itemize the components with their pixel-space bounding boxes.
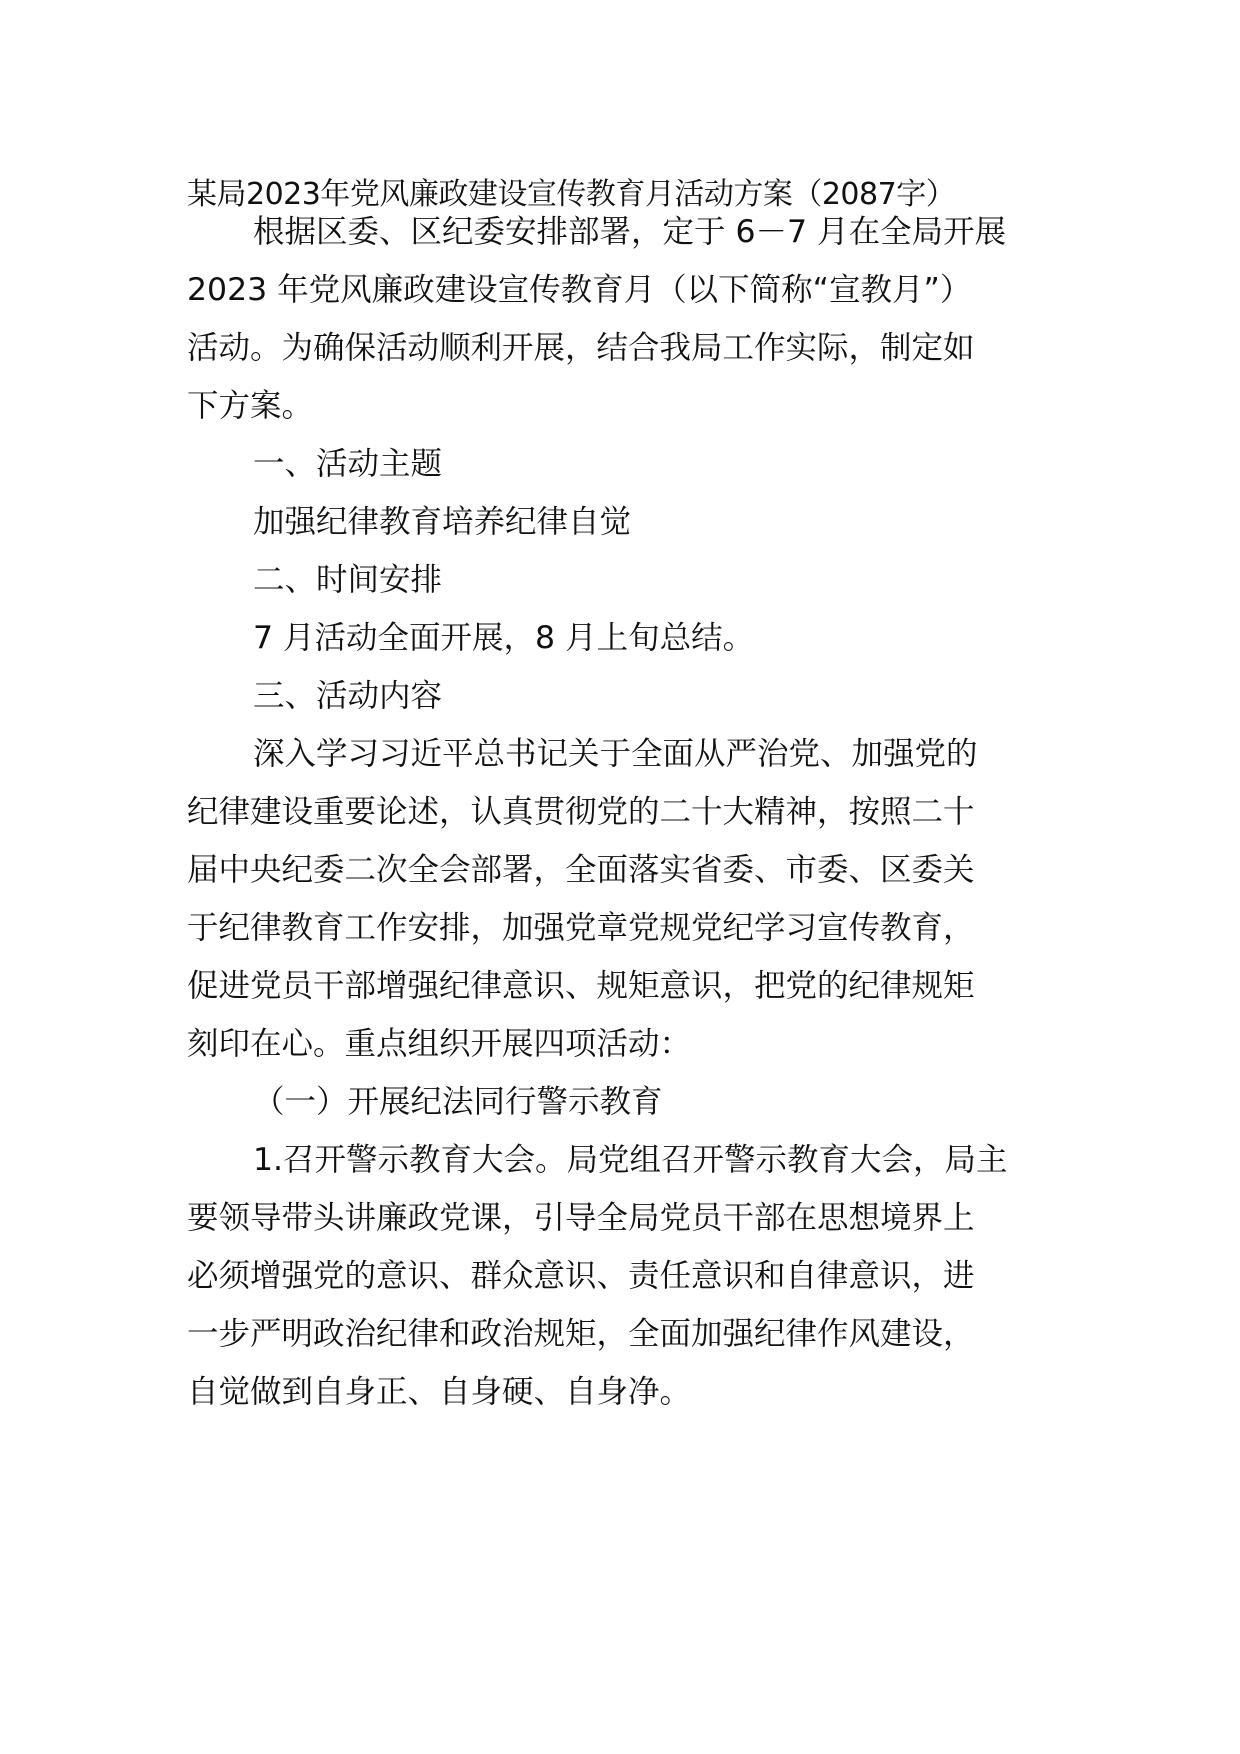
paragraph-line: 活动。为确保活动顺利开展，结合我局工作实际，制定如 — [187, 330, 975, 366]
paragraph-line: 加强纪律教育培养纪律自觉 — [253, 504, 632, 540]
section-heading: 一、活动主题 — [253, 446, 443, 482]
paragraph-line: 自觉做到自身正、自身硬、自身净。 — [187, 1374, 692, 1410]
section-heading: 二、时间安排 — [253, 562, 443, 598]
paragraph-line: 深入学习习近平总书记关于全面从严治党、加强党的 — [253, 736, 978, 772]
document-title: 某局2023年党风廉政建设宣传教育月活动方案（2087字） — [187, 177, 956, 212]
paragraph-line: 必须增强党的意识、群众意识、责任意识和自律意识，进 — [187, 1258, 975, 1294]
paragraph-line: 1.召开警示教育大会。局党组召开警示教育大会，局主 — [253, 1142, 1008, 1178]
paragraph-line: 要领导带头讲廉政党课，引导全局党员干部在思想境界上 — [187, 1200, 975, 1236]
paragraph-line: 纪律建设重要论述，认真贯彻党的二十大精神，按照二十 — [187, 794, 975, 830]
paragraph-line: 下方案。 — [187, 388, 314, 424]
paragraph-line: 7 月活动全面开展，8 月上旬总结。 — [253, 620, 755, 656]
paragraph-line: 刻印在心。重点组织开展四项活动： — [187, 1026, 692, 1062]
paragraph-line: 一步严明政治纪律和政治规矩，全面加强纪律作风建设， — [187, 1316, 975, 1352]
paragraph-line: 于纪律教育工作安排，加强党章党规党纪学习宣传教育， — [187, 910, 975, 946]
paragraph-line: 根据区委、区纪委安排部署，定于 6－7 月在全局开展 — [253, 214, 1007, 250]
paragraph-line: 促进党员干部增强纪律意识、规矩意识，把党的纪律规矩 — [187, 968, 975, 1004]
section-heading: 三、活动内容 — [253, 678, 443, 714]
paragraph-line: 届中央纪委二次全会部署，全面落实省委、市委、区委关 — [187, 852, 975, 888]
paragraph-line: 2023 年党风廉政建设宣传教育月（以下简称“宣教月”） — [187, 272, 972, 308]
subsection-heading: （一）开展纪法同行警示教育 — [253, 1084, 663, 1120]
